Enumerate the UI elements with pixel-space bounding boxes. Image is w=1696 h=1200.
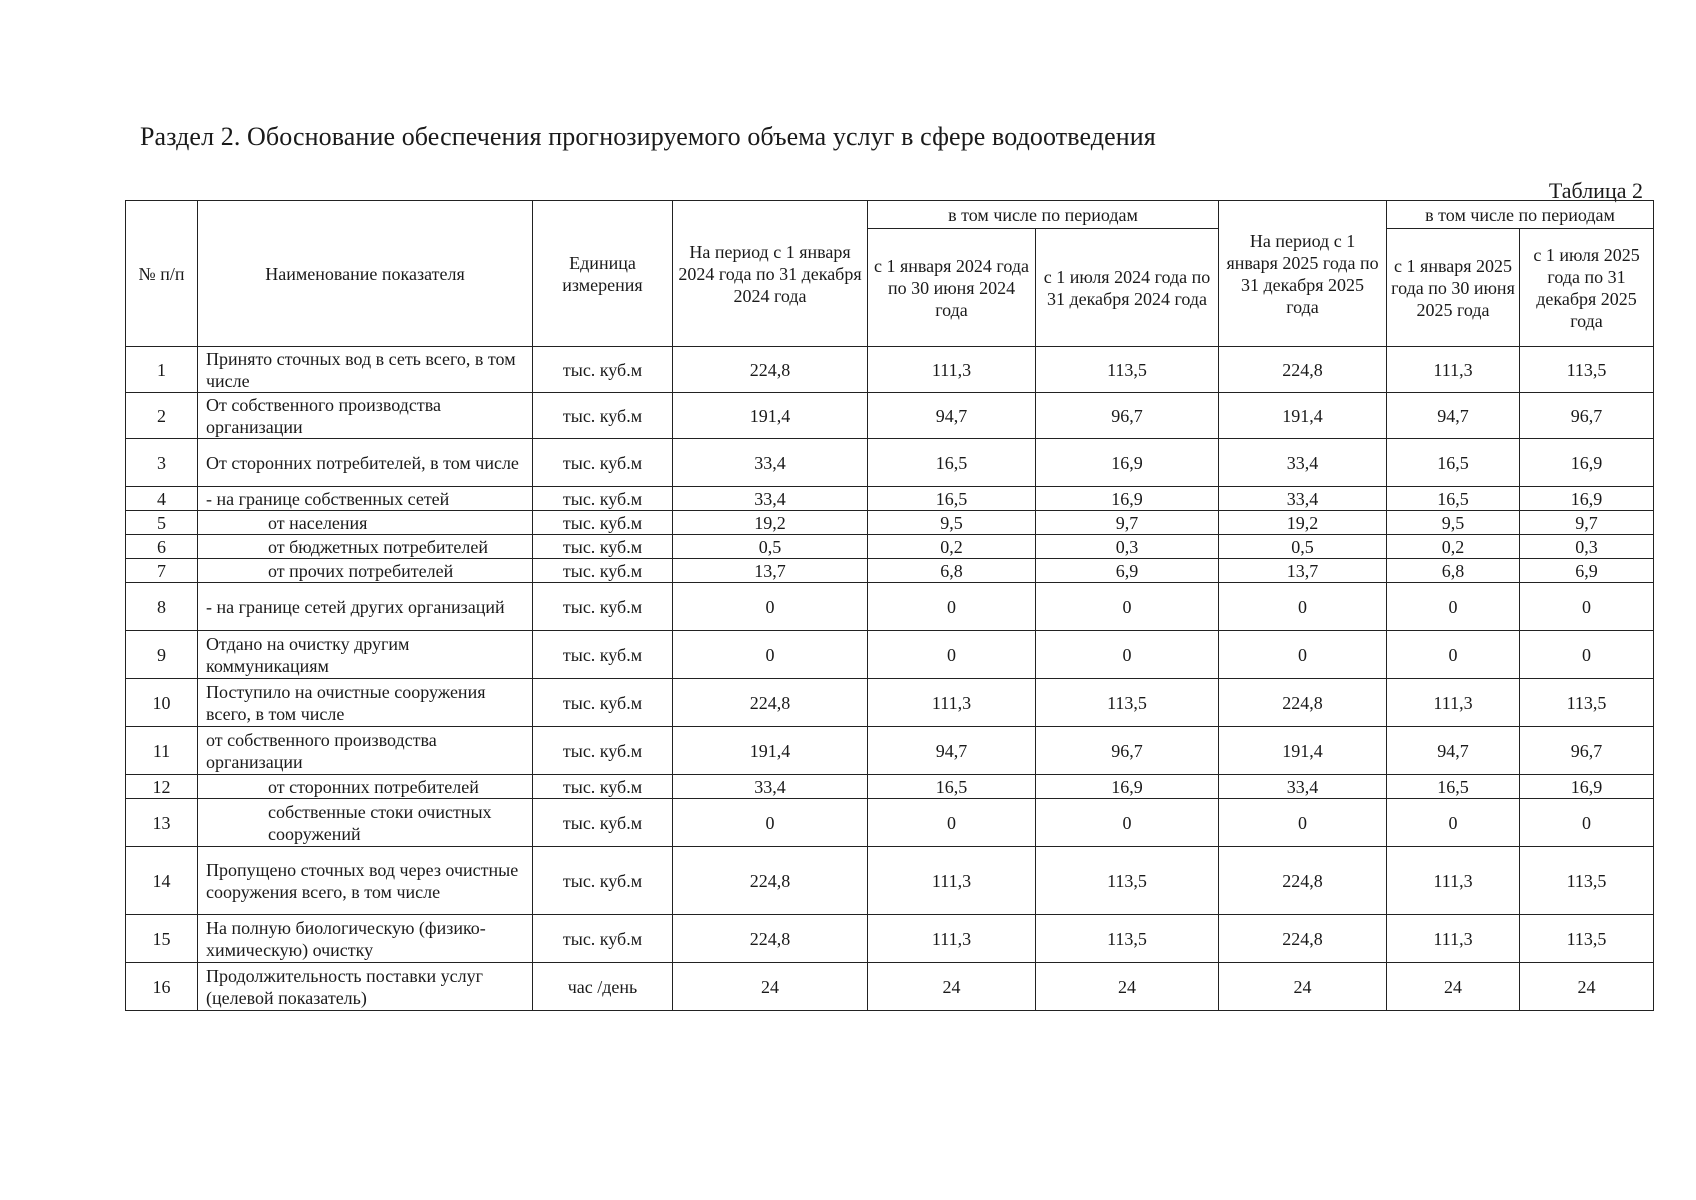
cell-unit: тыс. куб.м xyxy=(533,727,673,775)
cell-h2-2025: 0 xyxy=(1520,799,1654,847)
cell-num: 14 xyxy=(126,847,198,915)
table-row xyxy=(126,963,1654,1011)
cell-name: Поступило на очистные сооружения всего, в том числе xyxy=(198,679,533,727)
cell-h2-2025: 16,9 xyxy=(1520,487,1654,511)
cell-v2025: 13,7 xyxy=(1219,559,1387,583)
cell-h1-2025: 0 xyxy=(1387,631,1520,679)
cell-h2-2025: 113,5 xyxy=(1520,847,1654,915)
cell-unit: час /день xyxy=(533,963,673,1011)
cell-unit: тыс. куб.м xyxy=(533,679,673,727)
cell-name: - на границе собственных сетей xyxy=(198,487,533,511)
table-row xyxy=(126,915,1654,963)
cell-h1-2024: 111,3 xyxy=(868,915,1036,963)
header-h1-2025: с 1 января 2025 года по 30 июня 2025 года xyxy=(1387,229,1520,347)
cell-name: На полную биологическую (физико-химическую) очистку xyxy=(198,915,533,963)
cell-h2-2024: 0,3 xyxy=(1036,535,1219,559)
table-row xyxy=(126,511,1654,535)
cell-h1-2024: 111,3 xyxy=(868,347,1036,393)
cell-h2-2025: 6,9 xyxy=(1520,559,1654,583)
cell-num: 13 xyxy=(126,799,198,847)
cell-h2-2024: 16,9 xyxy=(1036,775,1219,799)
cell-v2024: 191,4 xyxy=(673,727,868,775)
cell-num: 3 xyxy=(126,439,198,487)
table-row xyxy=(126,679,1654,727)
cell-unit: тыс. куб.м xyxy=(533,439,673,487)
cell-h1-2025: 9,5 xyxy=(1387,511,1520,535)
cell-name: Принято сточных вод в сеть всего, в том числе xyxy=(198,347,533,393)
cell-v2024: 224,8 xyxy=(673,915,868,963)
table-row xyxy=(126,583,1654,631)
cell-h2-2025: 96,7 xyxy=(1520,393,1654,439)
cell-v2025: 0 xyxy=(1219,583,1387,631)
table-row xyxy=(126,559,1654,583)
cell-name: от населения xyxy=(198,511,533,535)
cell-h2-2025: 0 xyxy=(1520,583,1654,631)
cell-h1-2025: 6,8 xyxy=(1387,559,1520,583)
cell-v2025: 224,8 xyxy=(1219,915,1387,963)
header-num: № п/п xyxy=(126,201,198,347)
cell-v2024: 224,8 xyxy=(673,679,868,727)
cell-h1-2025: 24 xyxy=(1387,963,1520,1011)
header-h1-2024: с 1 января 2024 года по 30 июня 2024 года xyxy=(868,229,1036,347)
cell-h2-2024: 16,9 xyxy=(1036,487,1219,511)
table-row xyxy=(126,799,1654,847)
cell-h2-2024: 0 xyxy=(1036,631,1219,679)
cell-h1-2024: 6,8 xyxy=(868,559,1036,583)
cell-v2025: 33,4 xyxy=(1219,439,1387,487)
cell-h2-2024: 0 xyxy=(1036,799,1219,847)
cell-v2024: 0 xyxy=(673,631,868,679)
cell-name: От сторонних потребителей, в том числе xyxy=(198,439,533,487)
cell-h1-2024: 0,2 xyxy=(868,535,1036,559)
cell-h1-2025: 111,3 xyxy=(1387,679,1520,727)
cell-unit: тыс. куб.м xyxy=(533,915,673,963)
cell-v2024: 224,8 xyxy=(673,347,868,393)
cell-num: 4 xyxy=(126,487,198,511)
table-row xyxy=(126,631,1654,679)
cell-unit: тыс. куб.м xyxy=(533,799,673,847)
cell-num: 9 xyxy=(126,631,198,679)
table-row xyxy=(126,487,1654,511)
cell-v2024: 24 xyxy=(673,963,868,1011)
cell-v2024: 224,8 xyxy=(673,847,868,915)
indicators-table xyxy=(125,200,1654,1011)
table-row xyxy=(126,727,1654,775)
cell-h1-2025: 0,2 xyxy=(1387,535,1520,559)
cell-h2-2025: 16,9 xyxy=(1520,439,1654,487)
cell-num: 1 xyxy=(126,347,198,393)
header-h2-2024: с 1 июля 2024 года по 31 декабря 2024 года xyxy=(1036,229,1219,347)
cell-num: 15 xyxy=(126,915,198,963)
table-body xyxy=(126,347,1654,1011)
cell-num: 11 xyxy=(126,727,198,775)
cell-unit: тыс. куб.м xyxy=(533,775,673,799)
cell-v2025: 0 xyxy=(1219,631,1387,679)
table-row xyxy=(126,439,1654,487)
header-sub-periods-2024: в том числе по периодам xyxy=(868,201,1219,229)
cell-v2024: 191,4 xyxy=(673,393,868,439)
cell-unit: тыс. куб.м xyxy=(533,583,673,631)
cell-name: Отдано на очистку другим коммуникациям xyxy=(198,631,533,679)
cell-h1-2025: 94,7 xyxy=(1387,727,1520,775)
cell-v2024: 19,2 xyxy=(673,511,868,535)
table-row xyxy=(126,393,1654,439)
cell-h2-2025: 9,7 xyxy=(1520,511,1654,535)
cell-name: от прочих потребителей xyxy=(198,559,533,583)
cell-h2-2024: 113,5 xyxy=(1036,347,1219,393)
cell-h2-2024: 113,5 xyxy=(1036,847,1219,915)
cell-h1-2024: 94,7 xyxy=(868,393,1036,439)
cell-name: - на границе сетей других организаций xyxy=(198,583,533,631)
cell-h1-2025: 16,5 xyxy=(1387,487,1520,511)
cell-h1-2024: 9,5 xyxy=(868,511,1036,535)
cell-v2025: 224,8 xyxy=(1219,347,1387,393)
cell-name: собственные стоки очистных сооружений xyxy=(198,799,533,847)
table-row xyxy=(126,775,1654,799)
cell-v2025: 24 xyxy=(1219,963,1387,1011)
cell-unit: тыс. куб.м xyxy=(533,535,673,559)
cell-unit: тыс. куб.м xyxy=(533,393,673,439)
cell-h2-2024: 0 xyxy=(1036,583,1219,631)
cell-h1-2025: 16,5 xyxy=(1387,775,1520,799)
cell-num: 7 xyxy=(126,559,198,583)
cell-v2024: 33,4 xyxy=(673,487,868,511)
cell-v2025: 224,8 xyxy=(1219,679,1387,727)
header-name: Наименование показателя xyxy=(198,201,533,347)
cell-h2-2025: 113,5 xyxy=(1520,347,1654,393)
cell-num: 6 xyxy=(126,535,198,559)
header-period-2025: На период с 1 января 2025 года по 31 декабря 2025 года xyxy=(1219,201,1387,347)
cell-unit: тыс. куб.м xyxy=(533,847,673,915)
cell-h1-2024: 16,5 xyxy=(868,439,1036,487)
cell-num: 8 xyxy=(126,583,198,631)
cell-v2024: 33,4 xyxy=(673,439,868,487)
cell-v2025: 33,4 xyxy=(1219,775,1387,799)
cell-v2024: 0,5 xyxy=(673,535,868,559)
cell-v2025: 191,4 xyxy=(1219,393,1387,439)
cell-h2-2025: 0,3 xyxy=(1520,535,1654,559)
cell-v2025: 224,8 xyxy=(1219,847,1387,915)
cell-unit: тыс. куб.м xyxy=(533,347,673,393)
cell-h2-2025: 24 xyxy=(1520,963,1654,1011)
cell-unit: тыс. куб.м xyxy=(533,487,673,511)
cell-h2-2024: 9,7 xyxy=(1036,511,1219,535)
page-title: Раздел 2. Обоснование обеспечения прогнозируемого объема услуг в сфере водоотведения xyxy=(140,122,1156,151)
cell-h1-2024: 111,3 xyxy=(868,847,1036,915)
cell-v2024: 33,4 xyxy=(673,775,868,799)
cell-h1-2024: 94,7 xyxy=(868,727,1036,775)
cell-h1-2024: 16,5 xyxy=(868,487,1036,511)
cell-unit: тыс. куб.м xyxy=(533,559,673,583)
cell-h2-2025: 96,7 xyxy=(1520,727,1654,775)
table-row xyxy=(126,535,1654,559)
cell-h1-2024: 0 xyxy=(868,583,1036,631)
cell-v2024: 0 xyxy=(673,799,868,847)
cell-name: Пропущено сточных вод через очистные сооружения всего, в том числе xyxy=(198,847,533,915)
table-caption: Таблица 2 xyxy=(1548,178,1643,203)
cell-h2-2024: 113,5 xyxy=(1036,915,1219,963)
cell-name: От собственного производства организации xyxy=(198,393,533,439)
cell-v2025: 19,2 xyxy=(1219,511,1387,535)
cell-v2025: 191,4 xyxy=(1219,727,1387,775)
cell-h1-2024: 0 xyxy=(868,799,1036,847)
cell-unit: тыс. куб.м xyxy=(533,511,673,535)
cell-h1-2024: 16,5 xyxy=(868,775,1036,799)
cell-h2-2024: 96,7 xyxy=(1036,393,1219,439)
cell-h1-2024: 0 xyxy=(868,631,1036,679)
cell-h2-2025: 16,9 xyxy=(1520,775,1654,799)
cell-v2025: 33,4 xyxy=(1219,487,1387,511)
header-period-2024: На период с 1 января 2024 года по 31 декабря 2024 года xyxy=(673,201,868,347)
table-row xyxy=(126,347,1654,393)
header-sub-periods-2025: в том числе по периодам xyxy=(1387,201,1654,229)
cell-h1-2024: 24 xyxy=(868,963,1036,1011)
cell-num: 16 xyxy=(126,963,198,1011)
cell-h2-2024: 96,7 xyxy=(1036,727,1219,775)
cell-name: от бюджетных потребителей xyxy=(198,535,533,559)
cell-num: 10 xyxy=(126,679,198,727)
cell-h2-2024: 6,9 xyxy=(1036,559,1219,583)
cell-h1-2025: 0 xyxy=(1387,583,1520,631)
cell-name: от собственного производства организации xyxy=(198,727,533,775)
cell-h1-2024: 111,3 xyxy=(868,679,1036,727)
cell-unit: тыс. куб.м xyxy=(533,631,673,679)
cell-h2-2025: 113,5 xyxy=(1520,915,1654,963)
cell-name: Продолжительность поставки услуг (целевой показатель) xyxy=(198,963,533,1011)
cell-h2-2024: 113,5 xyxy=(1036,679,1219,727)
cell-num: 2 xyxy=(126,393,198,439)
cell-h1-2025: 111,3 xyxy=(1387,915,1520,963)
header-unit: Единица измерения xyxy=(533,201,673,347)
cell-h1-2025: 111,3 xyxy=(1387,347,1520,393)
cell-h1-2025: 111,3 xyxy=(1387,847,1520,915)
cell-num: 5 xyxy=(126,511,198,535)
cell-v2025: 0,5 xyxy=(1219,535,1387,559)
cell-h1-2025: 94,7 xyxy=(1387,393,1520,439)
cell-v2024: 0 xyxy=(673,583,868,631)
cell-h2-2024: 16,9 xyxy=(1036,439,1219,487)
cell-h2-2025: 0 xyxy=(1520,631,1654,679)
cell-v2025: 0 xyxy=(1219,799,1387,847)
cell-v2024: 13,7 xyxy=(673,559,868,583)
cell-h1-2025: 16,5 xyxy=(1387,439,1520,487)
cell-h2-2025: 113,5 xyxy=(1520,679,1654,727)
cell-h2-2024: 24 xyxy=(1036,963,1219,1011)
table-row xyxy=(126,847,1654,915)
cell-name: от сторонних потребителей xyxy=(198,775,533,799)
cell-num: 12 xyxy=(126,775,198,799)
header-h2-2025: с 1 июля 2025 года по 31 декабря 2025 года xyxy=(1520,229,1654,347)
cell-h1-2025: 0 xyxy=(1387,799,1520,847)
